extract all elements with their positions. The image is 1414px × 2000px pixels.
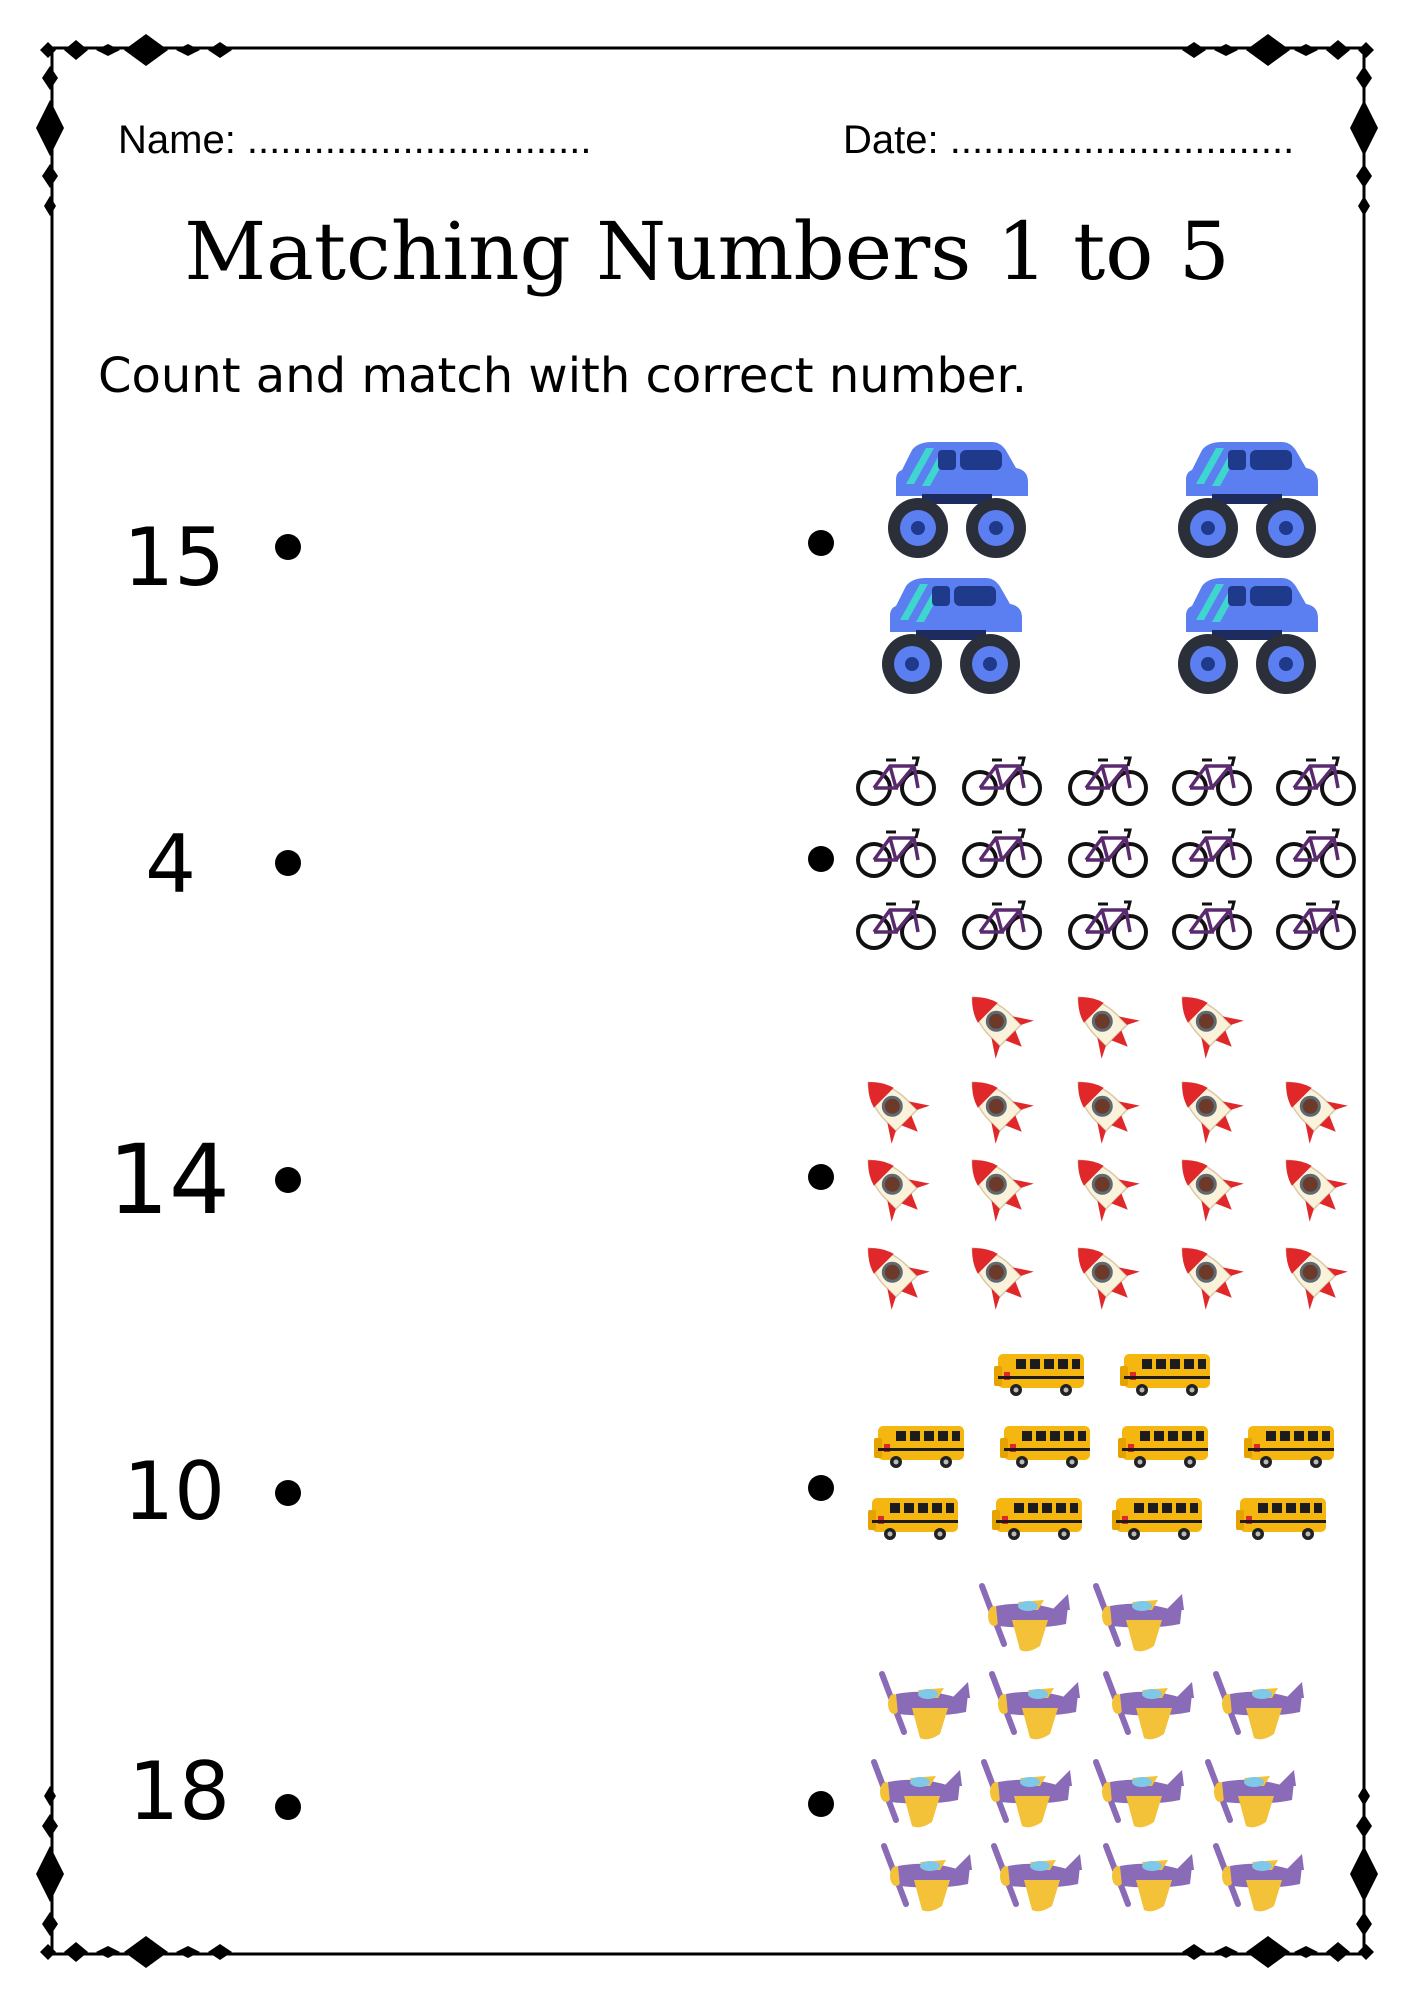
school-bus-icon <box>1244 1426 1334 1468</box>
airplane-icon <box>882 1674 970 1739</box>
number-label-1: 15 <box>123 511 225 604</box>
instruction-text: Count and match with correct number. <box>98 348 1028 404</box>
bicycle-icon <box>858 758 934 804</box>
rocket-icon <box>953 1141 1041 1229</box>
name-field-label[interactable]: Name: ............................... <box>118 118 592 162</box>
airplane-icon <box>884 1846 972 1911</box>
rocket-icon <box>1163 1063 1251 1151</box>
airplane-icon <box>992 1674 1080 1739</box>
school-bus-icon <box>992 1498 1082 1540</box>
rocket-group <box>849 978 1355 1317</box>
school-bus-group <box>868 1354 1334 1540</box>
school-bus-icon <box>1120 1354 1210 1396</box>
bicycle-icon <box>1278 830 1354 876</box>
rocket-icon <box>1059 1141 1147 1229</box>
bicycle-icon <box>1070 830 1146 876</box>
number-label-3: 14 <box>107 1124 230 1236</box>
rocket-icon <box>1267 1229 1355 1317</box>
airplane-icon <box>874 1762 962 1827</box>
rocket-icon <box>849 1229 937 1317</box>
number-label-5: 18 <box>128 1745 230 1838</box>
rocket-icon <box>1059 1229 1147 1317</box>
airplane-icon <box>984 1762 1072 1827</box>
bicycle-icon <box>964 902 1040 948</box>
date-field-label[interactable]: Date: ............................... <box>843 118 1295 162</box>
rocket-icon <box>1163 1229 1251 1317</box>
school-bus-icon <box>868 1498 958 1540</box>
rocket-icon <box>1267 1063 1355 1151</box>
rocket-icon <box>953 1229 1041 1317</box>
monster-truck-icon <box>1178 442 1318 558</box>
bicycle-icon <box>1070 902 1146 948</box>
bicycle-icon <box>1174 830 1250 876</box>
rocket-icon <box>953 978 1041 1066</box>
number-label-2: 4 <box>145 818 196 911</box>
monster-truck-icon <box>1178 578 1318 694</box>
airplane-icon <box>1216 1674 1304 1739</box>
page-title: Matching Numbers 1 to 5 <box>184 205 1230 298</box>
rocket-icon <box>849 1063 937 1151</box>
rocket-icon <box>1163 978 1251 1066</box>
school-bus-icon <box>1118 1426 1208 1468</box>
monster-truck-icon <box>882 578 1022 694</box>
rocket-icon <box>1163 1141 1251 1229</box>
bicycle-icon <box>1278 902 1354 948</box>
bicycle-icon <box>964 758 1040 804</box>
school-bus-icon <box>1236 1498 1326 1540</box>
rocket-icon <box>953 1063 1041 1151</box>
number-label-4: 10 <box>123 1445 225 1538</box>
airplane-icon <box>1096 1762 1184 1827</box>
rocket-icon <box>1267 1141 1355 1229</box>
bicycle-icon <box>1174 758 1250 804</box>
bicycle-icon <box>858 830 934 876</box>
airplane-group <box>874 1586 1304 1911</box>
airplane-icon <box>1096 1586 1184 1651</box>
airplane-icon <box>1106 1674 1194 1739</box>
rocket-icon <box>1059 1063 1147 1151</box>
bicycle-icon <box>964 830 1040 876</box>
airplane-icon <box>982 1586 1070 1651</box>
bicycle-group <box>858 758 1354 948</box>
school-bus-icon <box>1112 1498 1202 1540</box>
school-bus-icon <box>1000 1426 1090 1468</box>
monster-truck-icon <box>888 442 1028 558</box>
rocket-icon <box>1059 978 1147 1066</box>
rocket-icon <box>849 1141 937 1229</box>
bicycle-icon <box>1070 758 1146 804</box>
airplane-icon <box>1208 1762 1296 1827</box>
school-bus-icon <box>994 1354 1084 1396</box>
bicycle-icon <box>1174 902 1250 948</box>
bicycle-icon <box>858 902 934 948</box>
school-bus-icon <box>874 1426 964 1468</box>
airplane-icon <box>994 1846 1082 1911</box>
airplane-icon <box>1106 1846 1194 1911</box>
bicycle-icon <box>1278 758 1354 804</box>
airplane-icon <box>1216 1846 1304 1911</box>
